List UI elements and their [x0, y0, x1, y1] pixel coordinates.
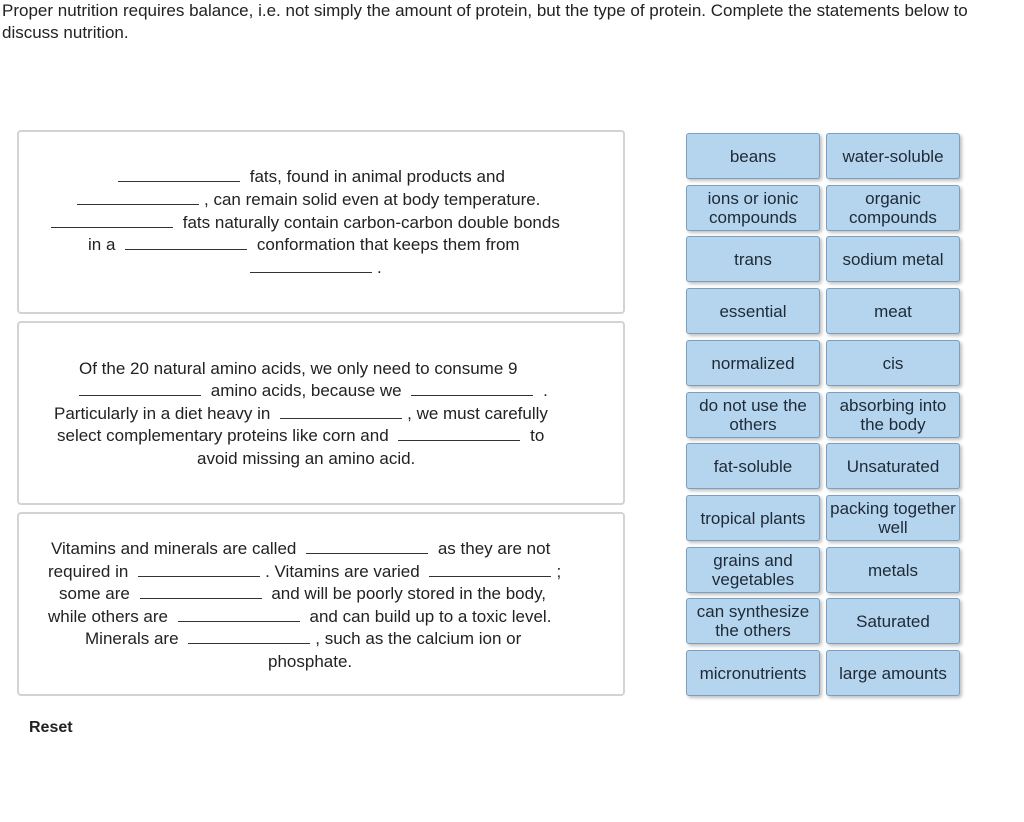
reset-button[interactable]: Reset	[29, 719, 73, 736]
answer-tile[interactable]: micronutrients	[686, 650, 820, 696]
statement-text: , can remain solid even at body temperature.	[204, 190, 541, 209]
statement-text: .	[543, 381, 548, 400]
statement-1-line-5	[245, 258, 382, 278]
statement-text: amino acids, because we	[210, 381, 402, 400]
answer-tile[interactable]: do not use the others	[686, 392, 820, 438]
statement-text: ;	[556, 562, 562, 581]
statement-2-line-2	[74, 381, 548, 401]
answer-tile[interactable]: grains and vegetables	[686, 547, 820, 593]
drop-blank[interactable]	[77, 190, 199, 205]
statement-1-line-3	[46, 213, 560, 233]
statement-3-line-3	[59, 584, 546, 604]
statement-text: Minerals are	[85, 629, 179, 648]
answer-tile[interactable]: cis	[826, 340, 960, 386]
answer-tile[interactable]: organic compounds	[826, 185, 960, 231]
statement-2-line-5	[197, 449, 415, 469]
statement-text: . Vitamins are varied	[265, 562, 420, 581]
statement-text: Vitamins and minerals are called	[51, 539, 297, 558]
answer-tile[interactable]: absorbing into the body	[826, 392, 960, 438]
statement-3-line-4	[48, 607, 551, 627]
statement-text: and can build up to a toxic level.	[309, 607, 552, 626]
statement-text: in a	[88, 235, 116, 254]
answer-tile[interactable]: water-soluble	[826, 133, 960, 179]
drop-blank[interactable]	[429, 562, 551, 577]
statement-3-line-1	[51, 539, 550, 559]
answer-tile[interactable]: normalized	[686, 340, 820, 386]
statement-3-line-2	[48, 562, 561, 582]
statement-text: , such as the calcium ion or	[315, 629, 522, 648]
statement-text: phosphate.	[268, 652, 353, 671]
statement-panel-1	[17, 130, 625, 314]
answer-tile[interactable]: essential	[686, 288, 820, 334]
drop-blank[interactable]	[79, 381, 201, 396]
answer-tile[interactable]: meat	[826, 288, 960, 334]
statement-3-line-5	[85, 629, 521, 649]
instructions-text: Proper nutrition requires balance, i.e. not simply the amount of protein, but the type of protein. Complete the statements below to discuss nutrition.	[2, 1, 968, 42]
answer-tile[interactable]: sodium metal	[826, 236, 960, 282]
drop-blank[interactable]	[188, 629, 310, 644]
drop-blank[interactable]	[250, 258, 372, 273]
drop-blank[interactable]	[280, 404, 402, 419]
answer-tile[interactable]: tropical plants	[686, 495, 820, 541]
statement-3-line-6	[268, 652, 352, 672]
statement-text: Of the 20 natural amino acids, we only need to consume 9	[79, 359, 518, 378]
answer-tile[interactable]: packing together well	[826, 495, 960, 541]
statement-text: while others are	[48, 607, 169, 626]
answer-tile[interactable]: can synthesize the others	[686, 598, 820, 644]
answer-tile[interactable]: Unsaturated	[826, 443, 960, 489]
drop-blank[interactable]	[398, 426, 520, 441]
answer-tile[interactable]: fat-soluble	[686, 443, 820, 489]
answer-tile[interactable]: ions or ionic compounds	[686, 185, 820, 231]
statement-text: avoid missing an amino acid.	[197, 449, 416, 468]
answer-tile[interactable]: trans	[686, 236, 820, 282]
answer-tile[interactable]: Saturated	[826, 598, 960, 644]
statement-text: as they are not	[437, 539, 551, 558]
drop-blank[interactable]	[118, 167, 240, 182]
drop-blank[interactable]	[138, 562, 260, 577]
statement-text: .	[377, 258, 382, 277]
drop-blank[interactable]	[306, 539, 428, 554]
statement-text: to	[530, 426, 545, 445]
statement-text: Particularly in a diet heavy in	[54, 404, 271, 423]
drop-blank[interactable]	[51, 213, 173, 228]
statement-text: fats naturally contain carbon-carbon double bonds	[182, 213, 560, 232]
statement-1-line-1	[113, 167, 505, 187]
statement-text: select complementary proteins like corn and	[57, 426, 389, 445]
statement-panel-2	[17, 321, 625, 505]
drop-blank[interactable]	[140, 584, 262, 599]
statement-text: , we must carefully	[407, 404, 548, 423]
statement-2-line-3	[54, 404, 548, 424]
statement-text: required in	[48, 562, 129, 581]
statement-2-line-1	[79, 359, 517, 379]
drop-blank[interactable]	[125, 235, 247, 250]
answer-tile[interactable]: large amounts	[826, 650, 960, 696]
statement-1-line-4	[88, 235, 520, 255]
statement-text: fats, found in animal products and	[249, 167, 505, 186]
statement-panel-3	[17, 512, 625, 696]
drop-blank[interactable]	[178, 607, 300, 622]
statement-2-line-4	[57, 426, 544, 446]
statement-text: and will be poorly stored in the body,	[271, 584, 547, 603]
answer-tile[interactable]: beans	[686, 133, 820, 179]
statement-text: conformation that keeps them from	[256, 235, 520, 254]
drop-blank[interactable]	[411, 381, 533, 396]
statement-text: some are	[59, 584, 130, 603]
statement-1-line-2	[72, 190, 540, 210]
answer-tile[interactable]: metals	[826, 547, 960, 593]
